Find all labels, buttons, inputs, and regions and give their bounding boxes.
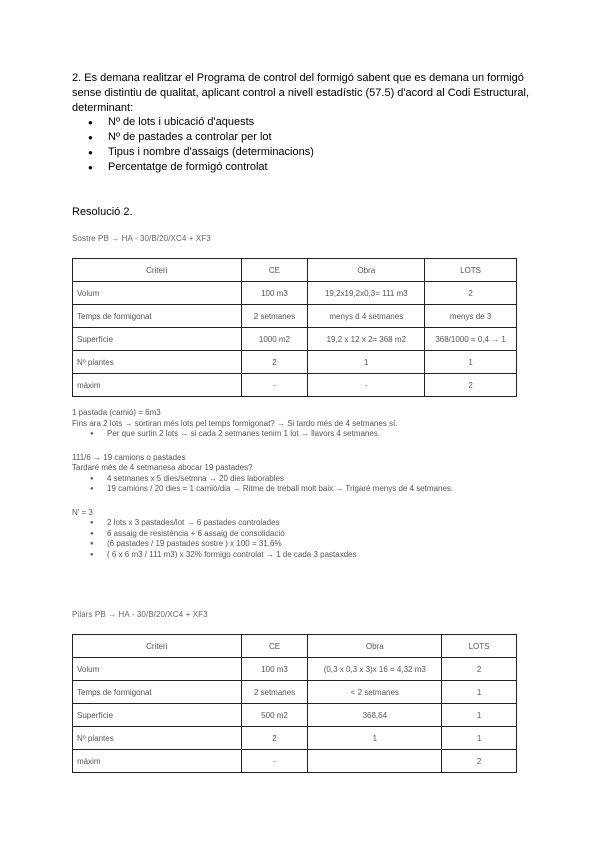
table-cell: - [308,374,425,397]
column-header: Criteri [73,635,242,658]
list-item: ● Nº de pastades a controlar per lot [88,130,314,145]
table-row [73,750,517,773]
question-text: 2. Es demana realitzar el Programa de control del formigó sabent que es demana un formigó sense distintiu de qualitat, aplicant control a nivell estadístic (57.5) d'acord al Codi Estructural, determinant: [72,72,530,114]
column-header: CE [241,259,308,282]
table-row [73,328,517,351]
note-line: 111/6 → 19 camions o pastades [72,452,186,462]
table-cell: Temps de formigonat [73,681,242,704]
table-cell: Temps de formigonat [73,305,242,328]
sostre-title: Sostre PB → HA - 30/B/20/XC4 + XF3 [72,234,211,243]
table-cell: 2 [425,374,517,397]
table-cell: - [241,750,308,773]
table-cell: 1 [442,704,517,727]
list-item: ● 4 setmanes x 5 dies/setmna → 20 dies laborables [72,474,542,485]
column-header: Criteri [73,259,242,282]
table-cell: Nº plantes [73,727,242,750]
table-cell: Superfície [73,704,242,727]
note-line: N' = 3 [72,507,93,517]
list-item: ● 2 lots x 3 pastades/lot → 6 pastades controlades [72,518,542,529]
table-cell: 19,2x19,2x0,3= 111 m3 [308,282,425,305]
table-cell: 100 m3 [241,658,308,681]
pilars-title: Pilars PB → HA - 30/B/20/XC4 + XF3 [72,610,208,619]
list-item: ● (6 pastades / 19 pastades sostre ) x 100 = 31,6% [72,539,542,550]
table-cell: 368/1000 = 0,4 → 1 [425,328,517,351]
table-row [73,351,517,374]
list-item: ● 19 camions / 20 dies = 1 camió/dia → Ritme de treball molt baix → Trigaré menys de 4 setmanes. [72,484,542,495]
table-cell: màxim [73,750,242,773]
resolution-heading: Resolució 2. [72,206,133,218]
table-cell: (0,3 x 0,3 x 3)x 16 = 4,32 m3 [308,658,442,681]
table-cell: 100 m3 [241,282,308,305]
table-cell: 2 [425,282,517,305]
table-cell: Nº plantes [73,351,242,374]
column-header: LOTS [442,635,517,658]
table-cell [308,750,442,773]
table-header-row [73,259,517,282]
table-cell: Superfície [73,328,242,351]
table-cell: 2 [241,351,308,374]
table-row [73,374,517,397]
table-row [73,658,517,681]
note-line: 1 pastada (camió) = 6m3 [72,408,161,417]
table-cell: 2 setmanes [241,305,308,328]
table-cell: 500 m2 [241,704,308,727]
sostre-table [72,258,517,397]
table-row [73,282,517,305]
table-cell: 1 [308,351,425,374]
list-item: ● 6 assaig de resistència + 6 assaig de consolidació [72,529,542,540]
table-row [73,681,517,704]
table-cell: 1 [442,727,517,750]
table-row [73,727,517,750]
table-cell: 368,64 [308,704,442,727]
notes-block-1 [72,408,542,570]
column-header: Obra [308,635,442,658]
table-cell: 2 [442,750,517,773]
table-cell: menys de 3 [425,305,517,328]
table-cell: 1 [425,351,517,374]
question-list [88,115,314,175]
table-cell: 2 setmanes [241,681,308,704]
table-cell: < 2 setmanes [308,681,442,704]
list-item: ● Percentatge de formigó controlat [88,160,314,175]
table-cell: 1000 m2 [241,328,308,351]
list-item: ● ( 6 x 6 m3 / 111 m3) x 32% formigo controlat → 1 de cada 3 pastaxdes [72,550,542,561]
table-cell: 19,2 x 12 x 2= 368 m2 [308,328,425,351]
column-header: LOTS [425,259,517,282]
pilars-table [72,634,517,773]
list-item: ● Nº de lots i ubicació d'aquests [88,115,314,130]
table-cell: Volum [73,658,242,681]
table-cell: menys d 4 setmanes [308,305,425,328]
column-header: Obra [308,259,425,282]
note-line: Fins ara 2 lots → sortiran més lots pel temps formigonat? → Si tardo més de 4 setmanes sí. [72,418,398,428]
table-header-row [73,635,517,658]
list-item: ● Tipus i nombre d'assaigs (determinacions) [88,145,314,160]
column-header: CE [241,635,308,658]
note-line: Tardaré més de 4 setmanesa abocar 19 pastades? [72,463,253,472]
table-cell: 1 [308,727,442,750]
table-cell: Volum [73,282,242,305]
table-cell: - [241,374,308,397]
table-cell: 1 [442,681,517,704]
table-cell: 2 [442,658,517,681]
list-item: ● Per que surtin 2 lots → si cada 2 setmanes tenim 1 lot → llavors 4 setmanes. [72,429,542,440]
table-row [73,704,517,727]
table-cell: 2 [241,727,308,750]
table-cell: màxim [73,374,242,397]
table-row [73,305,517,328]
